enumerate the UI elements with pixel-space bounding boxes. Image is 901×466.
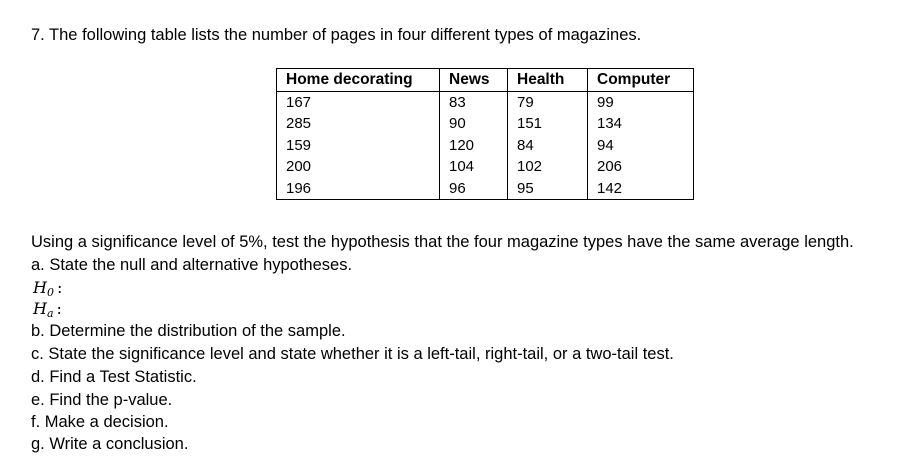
header-health: Health [508, 69, 588, 92]
null-hypothesis-colon: : [56, 278, 63, 297]
alternative-hypothesis-colon: : [56, 299, 62, 318]
alternative-hypothesis [33, 299, 62, 320]
header-news: News [440, 69, 508, 92]
part-b: b. Determine the distribution of the sample. [31, 322, 346, 340]
table-cell: 102 [508, 156, 588, 178]
table-cell: 84 [508, 135, 588, 157]
table-cell: 104 [440, 156, 508, 178]
table-cell: 99 [588, 91, 694, 113]
instructions-intro: Using a significance level of 5%, test the hypothesis that the four magazine types have the same average length. [31, 233, 854, 251]
table-cell: 196 [277, 178, 440, 200]
table-row [277, 156, 694, 178]
table-cell: 167 [277, 91, 440, 113]
part-d: d. Find a Test Statistic. [31, 368, 197, 386]
part-a: a. State the null and alternative hypotheses. [31, 256, 353, 274]
part-e: e. Find the p-value. [31, 391, 173, 409]
header-computer: Computer [588, 69, 694, 92]
table-cell: 90 [440, 113, 508, 135]
table-cell: 95 [508, 178, 588, 200]
table-cell: 142 [588, 178, 694, 200]
table-cell: 285 [277, 113, 440, 135]
table-row [277, 91, 694, 113]
null-hypothesis-letter: H [33, 278, 47, 297]
table-cell: 83 [440, 91, 508, 113]
table-cell: 200 [277, 156, 440, 178]
table-cell: 151 [508, 113, 588, 135]
null-hypothesis [33, 278, 62, 299]
null-hypothesis-subscript: 0 [46, 286, 54, 299]
header-home-decorating: Home decorating [277, 69, 440, 92]
table-row [277, 178, 694, 200]
part-g: g. Write a conclusion. [31, 435, 189, 453]
question-title: 7. The following table lists the number of pages in four different types of magazines. [31, 26, 642, 44]
table-cell: 206 [588, 156, 694, 178]
part-c: c. State the significance level and state whether it is a left-tail, right-tail, or a two-tail test. [31, 345, 674, 363]
part-f: f. Make a decision. [31, 413, 169, 431]
table-cell: 96 [440, 178, 508, 200]
table-cell: 134 [588, 113, 694, 135]
alternative-hypothesis-subscript: a [46, 307, 54, 320]
table-cell: 120 [440, 135, 508, 157]
table-cell: 79 [508, 91, 588, 113]
magazine-pages-table [276, 68, 694, 200]
table-row [277, 135, 694, 157]
table-cell: 159 [277, 135, 440, 157]
table-cell: 94 [588, 135, 694, 157]
table-header-row [277, 69, 694, 92]
table-row [277, 113, 694, 135]
alternative-hypothesis-letter: H [33, 299, 47, 318]
